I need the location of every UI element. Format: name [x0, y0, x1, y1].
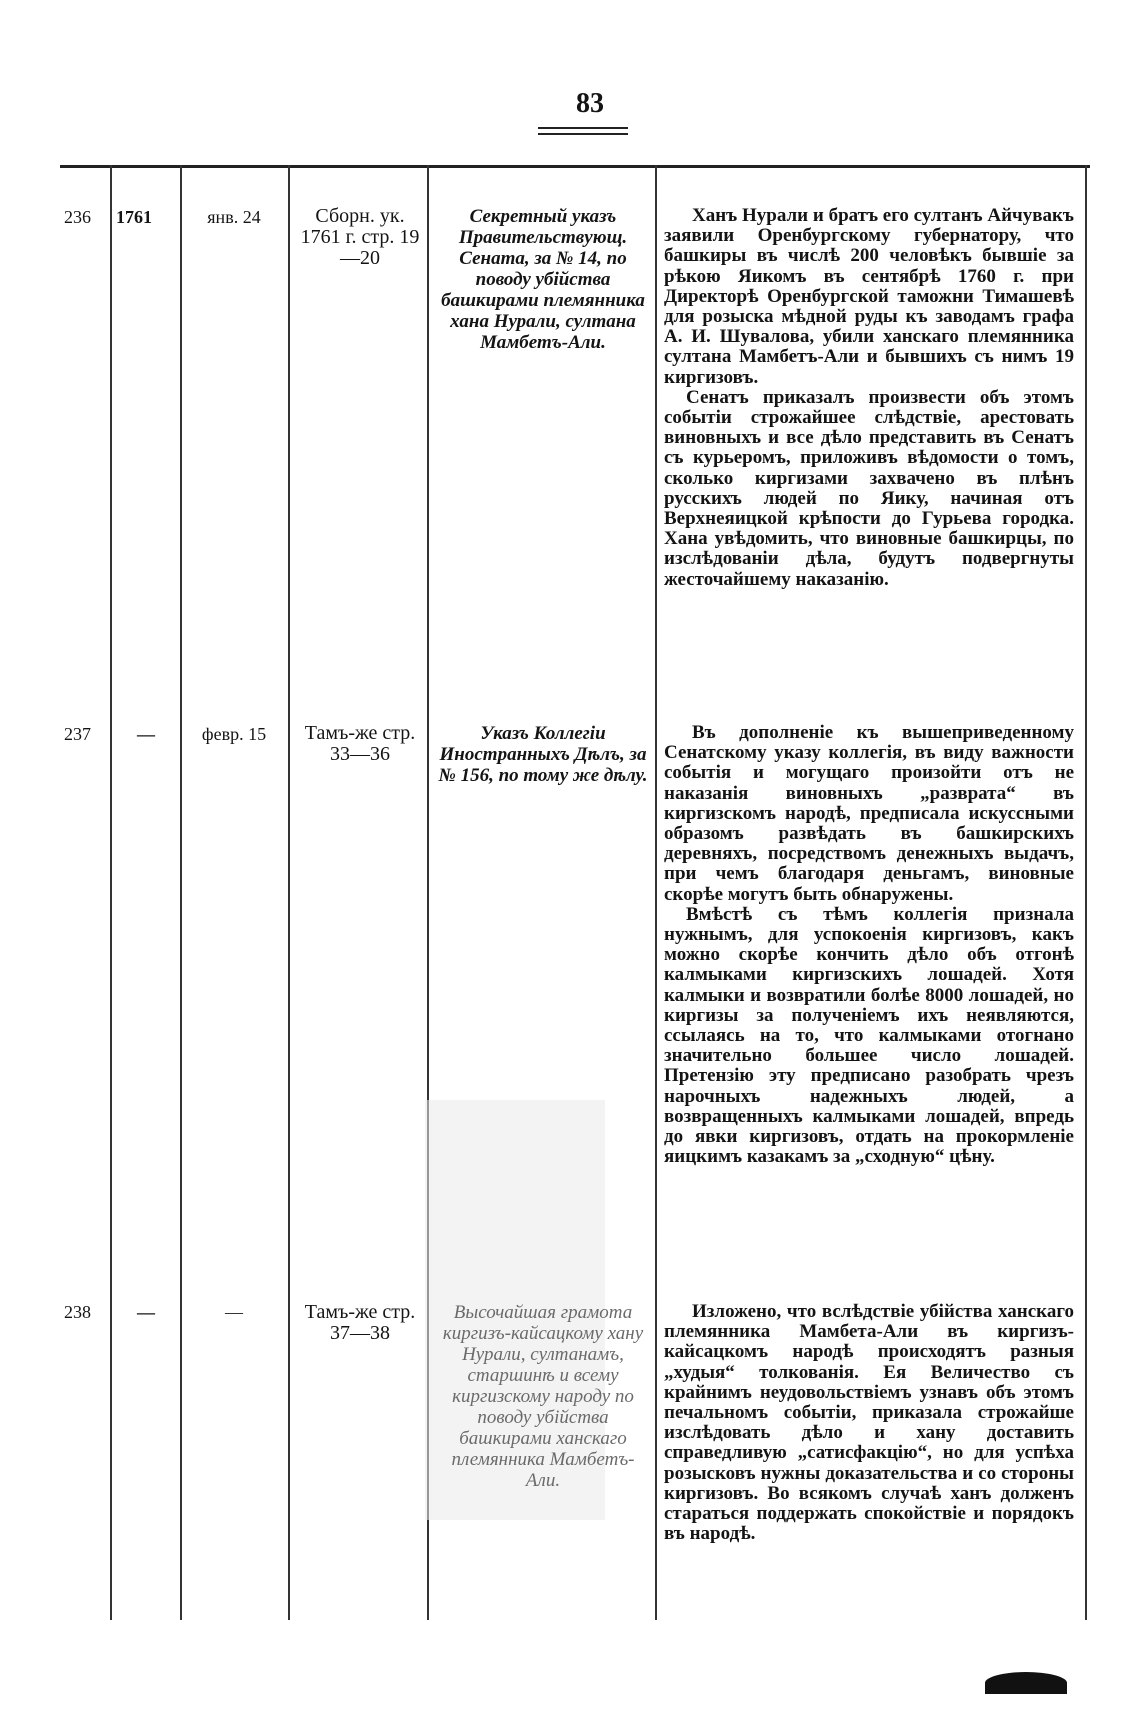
- entry-source: Тамъ-же стр. 33—36: [304, 722, 416, 765]
- entry-title: Указъ Коллегіи Иностранныхъ Дѣлъ, за № 156, по тому же дѣлу.: [438, 723, 648, 786]
- entry-date: янв. 24: [207, 207, 261, 227]
- entry-number: 236: [64, 207, 91, 227]
- summary-paragraph: Въ дополненіе къ вышеприведенному Сенатскому указу коллегія, въ виду важности событія и могущаго произойти отъ не наказанія виновныхъ „разврата“ въ киргизскомъ народѣ, предписала искуссными образомъ развѣдать въ башкирскихъ деревняхъ, посредствомъ денежныхъ выдачъ, при чемъ благодаря деньгамъ, виновные скорѣе могутъ быть обнаружены.: [664, 722, 1074, 905]
- entry-title: Секретный указъ Правительствующ. Сената, за № 14, по поводу убійства башкирами племянника хана Нурали, султана Мамбетъ-Али.: [441, 206, 645, 353]
- column-divider: [180, 165, 182, 1620]
- entry-source: Тамъ-же стр. 37—38: [304, 1301, 416, 1344]
- summary-paragraph: Вмѣстѣ съ тѣмъ коллегія признала нужнымъ, для успокоенія киргизовъ, какъ можно скорѣе кончить дѣло объ отгонѣ калмыками киргизскихъ лошадей. Хотя калмыки и возвратили болѣе 8000 лошадей, но киргизы за полученіемъ ихъ неявляются, ссылаясь на то, что калмыками отогнано значительно большее число лошадей. Претензію эту предписано разобрать чрезъ нарочныхъ надежныхъ людей, а возвращенныхъ калмыками лошадей, впредь до явки киргизовъ, отдать на прокормленіе яицкимъ казакамъ за „сходную“ цѣну.: [664, 903, 1074, 1168]
- entry-date: февр. 15: [201, 724, 267, 744]
- entry-number: 237: [64, 724, 91, 744]
- entry-summary: [664, 206, 1074, 590]
- entry-year: —: [137, 724, 155, 744]
- column-divider: [655, 165, 657, 1620]
- entry-date: —: [225, 1302, 243, 1322]
- entry-summary: [664, 1302, 1074, 1544]
- entry-title: Высочайшая грамота киргизъ-кайсацкому хану Нурали, султанамъ, старшинѣ и всему киргизскому народу по поводу убійства башкирами ханскаго племянника Мамбетъ-Али.: [442, 1302, 644, 1491]
- summary-paragraph: Сенатъ приказалъ произвести объ этомъ событіи строжайшее слѣдствіе, арестовать виновныхъ и все дѣло представить въ Сенатъ съ курьеромъ, приложивъ вѣдомости о томъ, сколько киргизами захвачено въ плѣнъ русскихъ людей по Яику, начиная отъ Верхнеяицкой крѣпости до Гурьева городка. Хана увѣдомить, что виновные башкирцы, по изслѣдованіи дѣла, будутъ подвергнуты жесточайшему наказанію.: [664, 386, 1074, 590]
- ink-mark: [985, 1672, 1067, 1694]
- page-number: 83: [576, 88, 604, 119]
- entry-year: —: [137, 1302, 155, 1322]
- entry-source: Сборн. ук. 1761 г. стр. 19—20: [300, 205, 420, 269]
- entry-summary: [664, 723, 1074, 1167]
- entry-number: 238: [64, 1302, 91, 1322]
- summary-paragraph: Изложено, что вслѣдствіе убійства ханскаго племянника Мамбета-Али въ киргизъ-кайсацкомъ народѣ происходятъ разныя „худыя“ толкованія. Ея Величество съ крайнимъ неудовольствіемъ узнавъ объ этомъ печальномъ событіи, приказала строжайше изслѣдовать дѣло и хану доставить справедливую „сатисфакцію“, но для успѣха розысковъ нужны доказательства и со стороны киргизовъ. Во всякомъ случаѣ ханъ долженъ стараться поддержать спокойствіе и порядокъ въ народѣ.: [664, 1301, 1074, 1545]
- number-underline: [538, 127, 628, 129]
- summary-paragraph: Ханъ Нурали и братъ его султанъ Айчувакъ заявили Оренбургскому губернатору, что башкиры въ числѣ 200 человѣкъ бывшіе за рѣкою Яикомъ въ сентябрѣ 1760 г. при Директорѣ Оренбургской таможни Тимашевѣ для розыска мѣдной руды къ заводамъ графа А. И. Шувалова, убили ханскаго племянника султана Мамбетъ-Али и бывшихъ съ нимъ 19 киргизовъ.: [664, 205, 1075, 388]
- column-divider: [288, 165, 290, 1620]
- table-top-rule: [60, 165, 1090, 168]
- column-divider: [1085, 165, 1087, 1620]
- column-divider: [110, 165, 112, 1620]
- number-underline-second: [538, 133, 628, 135]
- entry-year: 1761: [116, 207, 152, 227]
